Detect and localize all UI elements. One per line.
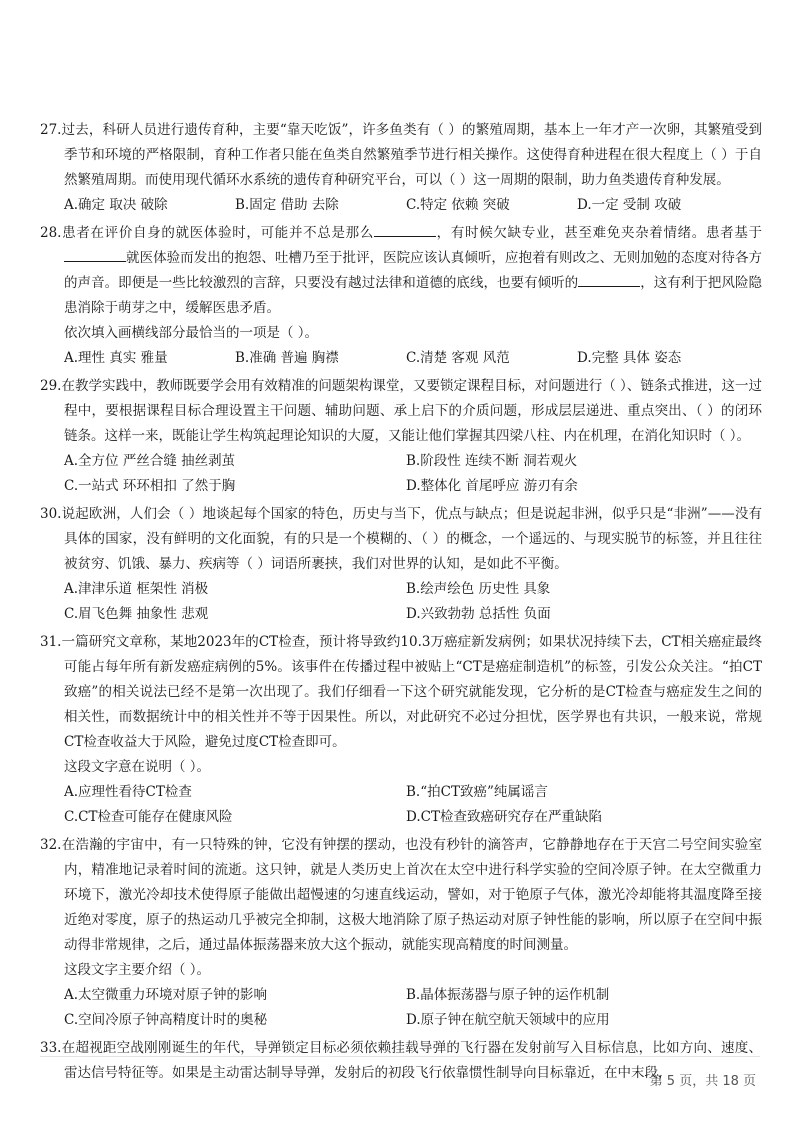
option-d: D.CT检查致癌研究存在严重缺陷 bbox=[406, 809, 602, 825]
stem-text: 患者在评价自身的就医体验时，可能并不总是那么 bbox=[61, 225, 374, 241]
option-b: B.晶体振荡器与原子钟的运作机制 bbox=[406, 987, 610, 1003]
question-28 bbox=[40, 221, 762, 371]
stem-text: 在浩瀚的宇宙中，有一只特殊的钟，它没有钟摆的摆动，也没有秒针的滴答声，它静静地存在于天宫二号空间实验室内，精准地记录着时间的流逝。这只钟，就是人类历史上首次在太空中进行科学实验的空间冷原子钟。在太空微重力环境下，激光冷却技术使得原子能做出超慢速的匀速直线运动，譬如，对于铯原子气体，激光冷却能将其温度降至接近绝对零度，原子的热运动几乎被完全抑制，这极大地消除了原子热运动对原子钟性能的影响，所以原子在空间中振动得非常规律，之后，通过晶体振荡器来放大这个振动，就能实现高精度的时间测量。 bbox=[61, 837, 762, 953]
fill-blank-line bbox=[578, 272, 640, 287]
stem-text: 在超视距空战刚刚诞生的年代，导弹锁定目标必须依赖挂载导弹的飞行器在发射前写入目标信息，比如方向、速度、雷达信号特征等。如果是主动雷达制导导弹，发射后的初段飞行依靠惯性制导向目标靠近，在中末段， bbox=[61, 1040, 762, 1081]
option-d: D.原子钟在航空航天领域中的应用 bbox=[406, 1012, 610, 1028]
option-list bbox=[40, 983, 762, 1033]
option-b: B.固定 借助 去除 bbox=[235, 197, 339, 213]
option-b: B.“拍CT致癌”纯属谣言 bbox=[406, 784, 548, 800]
stem-text: 就医体验而发出的抱怨、吐槽乃至于批评，医院应该认真倾听，应抱着有则改之、无则加勉的态度对待各方的声音。即便是一些比较激烈的言辞，只要没有越过法律和道德的底线，也要有倾听的 bbox=[64, 250, 762, 291]
question-number: 33. bbox=[40, 1040, 62, 1056]
footer-divider bbox=[40, 1056, 760, 1057]
option-c: C.清楚 客观 风范 bbox=[406, 350, 510, 366]
option-a: A.应理性看待CT检查 bbox=[64, 784, 192, 800]
option-b: B.阶段性 连续不断 洞若观火 bbox=[406, 453, 578, 469]
question-number: 32. bbox=[40, 837, 62, 853]
question-stem bbox=[40, 630, 762, 755]
question-list bbox=[40, 118, 762, 1089]
question-prompt: 这段文字意在说明（ ）。 bbox=[64, 759, 211, 775]
option-a: A.太空微重力环境对原子钟的影响 bbox=[64, 987, 268, 1003]
stem-text: 说起欧洲，人们会（ ）地谈起每个国家的特色，历史与当下，优点与缺点；但是说起非洲，似乎只是“非洲”——没有具体的国家，没有鲜明的文化面貌，有的只是一个模糊的、（ ）的概念，一个遥远的、与现实脱节的标签，并且往往被贫穷、饥饿、暴力、疾病等（ ）词语所裹挟，我们对世界的认知，是如此不平衡。 bbox=[61, 506, 762, 572]
question-29 bbox=[40, 374, 762, 499]
option-c: C.空间冷原子钟高精度计时的奥秘 bbox=[64, 1012, 268, 1028]
stem-text: ，有时候欠缺专业，甚至难免夹杂着情绪。患者基于 bbox=[436, 225, 763, 241]
fill-blank-line bbox=[374, 222, 436, 237]
option-a: A.全方位 严丝合缝 抽丝剥茧 bbox=[64, 453, 236, 469]
option-d: D.完整 具体 姿态 bbox=[577, 350, 682, 366]
option-c: C.CT检查可能存在健康风险 bbox=[64, 809, 233, 825]
question-31 bbox=[40, 630, 762, 830]
option-list bbox=[40, 780, 762, 830]
question-stem bbox=[40, 118, 762, 193]
option-a: A.确定 取决 破除 bbox=[64, 197, 168, 213]
stem-text: ，这有利于把风险隐患消除于萌芽之中，缓解医患矛盾。 bbox=[64, 275, 763, 316]
question-32 bbox=[40, 833, 762, 1033]
option-list bbox=[40, 449, 762, 499]
option-c: C.特定 依赖 突破 bbox=[406, 197, 510, 213]
stem-text: 一篇研究文章称，某地2023年的CT检查，预计将导致约10.3万癌症新发病例；如果状况持续下去，CT相关癌症最终可能占每年所有新发癌症病例的5%。该事件在传播过程中被贴上“CT是癌症制造机”的标签，引发公众关注。“拍CT致癌”的相关说法已经不是第一次出现了。我们仔细看一下这个研究就能发现，它分析的是CT检查与癌症发生之间的相关性，而数据统计中的相关性并不等于因果性。所以，对此研究不必过分担忧，医学界也有共识，一般来说，常规CT检查收益大于风险，避免过度CT检查即可。 bbox=[61, 634, 762, 750]
question-stem bbox=[40, 221, 762, 321]
option-d: D.整体化 首尾呼应 游刃有余 bbox=[406, 478, 578, 494]
page-number: 第 5 页，共 18 页 bbox=[649, 1074, 756, 1089]
question-stem bbox=[40, 502, 762, 577]
option-a: A.津津乐道 框架性 消极 bbox=[64, 581, 209, 597]
question-number: 28. bbox=[40, 225, 62, 241]
question-number: 30. bbox=[40, 506, 62, 522]
option-c: C.一站式 环环相扣 了然于胸 bbox=[64, 478, 236, 494]
option-a: A.理性 真实 雅量 bbox=[64, 350, 168, 366]
option-b: B.绘声绘色 历史性 具象 bbox=[406, 581, 551, 597]
option-d: D.一定 受制 攻破 bbox=[577, 197, 682, 213]
option-list bbox=[40, 193, 762, 218]
fill-blank-line bbox=[64, 247, 126, 262]
option-d: D.兴致勃勃 总括性 负面 bbox=[406, 606, 551, 622]
option-b: B.准确 普遍 胸襟 bbox=[235, 350, 339, 366]
stem-text: 过去，科研人员进行遗传育种，主要“靠天吃饭”，许多鱼类有（ ）的繁殖周期，基本上一年才产一次卵，其繁殖受到季节和环境的严格限制，育种工作者只能在鱼类自然繁殖季节进行相关操作。这使得育种进程在很大程度上（ ）于自然繁殖周期。而使用现代循环水系统的遗传育种研究平台，可以（ ）这一周期的限制，助力鱼类遗传育种发展。 bbox=[61, 122, 762, 188]
question-number: 29. bbox=[40, 378, 62, 394]
stem-text: 在教学实践中，教师既要学会用有效精准的问题架构课堂，又要锁定课程目标，对问题进行（ ）、链条式推进，这一过程中，要根据课程目标合理设置主干问题、辅助问题、承上启下的介质问题，形成层层递进、重点突出、（ ）的闭环链条。这样一来，既能让学生构筑起理论知识的大厦，又能让他们掌握其四梁八柱、内在机理，在消化知识时（ ）。 bbox=[61, 378, 762, 444]
option-list bbox=[40, 577, 762, 627]
question-stem bbox=[40, 833, 762, 958]
question-number: 31. bbox=[40, 634, 62, 650]
question-prompt: 依次填入画横线部分最恰当的一项是（ ）。 bbox=[64, 325, 319, 341]
question-30 bbox=[40, 502, 762, 627]
option-list bbox=[40, 346, 762, 371]
question-prompt: 这段文字主要介绍（ ）。 bbox=[64, 962, 211, 978]
question-27 bbox=[40, 118, 762, 218]
question-number: 27. bbox=[40, 122, 62, 138]
question-stem bbox=[40, 374, 762, 449]
option-c: C.眉飞色舞 抽象性 悲观 bbox=[64, 606, 209, 622]
